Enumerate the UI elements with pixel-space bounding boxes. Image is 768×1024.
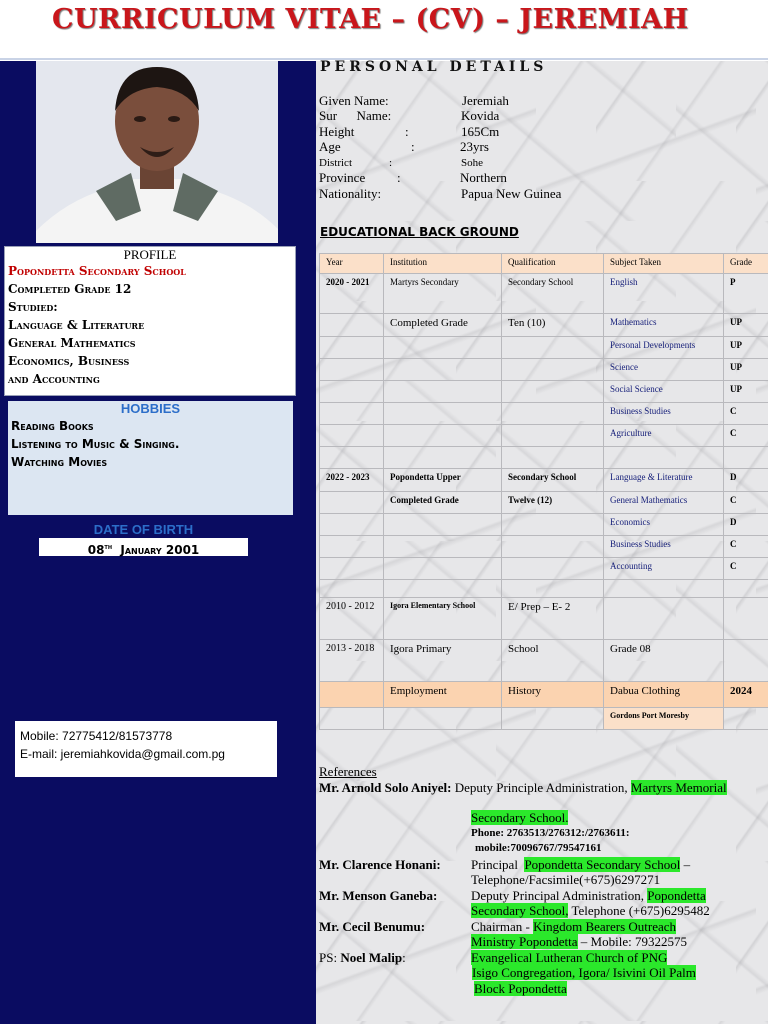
personal-value: Sohe xyxy=(461,157,483,169)
hobby-item: Reading Books xyxy=(11,419,94,433)
profile-school: Popondetta Secondary School xyxy=(8,264,186,278)
grade-cell: C xyxy=(724,492,768,514)
mobile-number: Mobile: 72775412/81573778 xyxy=(20,729,173,743)
personal-value: Kovida xyxy=(461,108,500,123)
reference-name: Mr. Clarence Honani: xyxy=(319,856,441,872)
subject-cell: Mathematics xyxy=(604,314,724,337)
reference-mobile: mobile:70096767/79547161 xyxy=(475,842,602,854)
reference-highlight: Popondetta Secondary School xyxy=(524,856,681,872)
personal-label: Age xyxy=(319,139,341,154)
table-row xyxy=(320,359,768,381)
table-row xyxy=(320,492,768,514)
grade-cell: D xyxy=(724,469,768,492)
qualification-cell xyxy=(502,425,604,447)
reference-name: Noel Malip xyxy=(337,949,403,965)
reference-role: Principal xyxy=(471,856,518,872)
qualification-cell xyxy=(502,381,604,403)
reference-phone: Phone: 2763513/276312:/2763611: xyxy=(471,826,630,839)
qualification-cell: Ten (10) xyxy=(502,314,604,337)
year-cell xyxy=(320,708,384,730)
employment-row xyxy=(320,682,768,708)
grade-cell: D xyxy=(724,514,768,536)
qualification-cell: Secondary School xyxy=(502,469,604,492)
table-row xyxy=(320,536,768,558)
subject-cell: English xyxy=(604,274,724,314)
institution-cell: Completed Grade xyxy=(384,314,502,337)
grade-cell xyxy=(724,580,768,598)
table-row xyxy=(320,314,768,337)
table-row xyxy=(320,598,768,640)
subject-cell: Economics xyxy=(604,514,724,536)
grade-cell: C xyxy=(724,425,768,447)
personal-value: 23yrs xyxy=(460,139,489,154)
subject-cell xyxy=(604,598,724,640)
personal-label: Sur Name: xyxy=(319,108,392,123)
reference-phone: Telephone (+675)6295482 xyxy=(568,903,710,918)
subject-cell: Science xyxy=(604,359,724,381)
qualification-cell: Twelve (12) xyxy=(502,492,604,514)
reference-highlight: Block Popondetta xyxy=(474,980,567,996)
institution-cell: Martyrs Secondary xyxy=(384,274,502,314)
reference-highlight: Evangelical Lutheran Church of PNG xyxy=(471,949,668,965)
institution-cell xyxy=(384,536,502,558)
reference-highlight: Kingdom Bearers Outreach xyxy=(533,918,677,934)
grade-cell: UP xyxy=(724,337,768,359)
employer-location-cell: Gordons Port Moresby xyxy=(604,708,724,730)
dob-rest: January 2001 xyxy=(120,543,200,557)
employer-cell: Dabua Clothing xyxy=(604,682,724,708)
reference-role: Deputy Principal Administration, xyxy=(471,887,644,903)
subject-cell: Business Studies xyxy=(604,536,724,558)
table-row xyxy=(320,381,768,403)
reference-phone: Telephone/Facsimile(+675)6297271 xyxy=(471,872,661,887)
reference-mobile: – Mobile: 79322575 xyxy=(577,934,687,949)
employment-row xyxy=(320,708,768,730)
column-header: Grade xyxy=(724,254,768,274)
qualification-cell xyxy=(502,403,604,425)
personal-sep: : xyxy=(411,139,415,154)
table-row xyxy=(320,447,768,469)
reference-entry xyxy=(319,888,765,904)
profile-photo xyxy=(36,61,278,243)
institution-cell: Igora Elementary School xyxy=(384,598,502,640)
institution-cell xyxy=(384,403,502,425)
reference-detail xyxy=(319,934,765,950)
page-title: CURRICULUM VITAE – (CV) – JEREMIAH xyxy=(52,4,689,35)
grade-cell: P xyxy=(724,274,768,314)
year-cell: 2013 - 2018 xyxy=(320,640,384,682)
reference-highlight: Secondary School. xyxy=(471,810,569,825)
year-cell xyxy=(320,514,384,536)
subject-cell: Agriculture xyxy=(604,425,724,447)
subject-cell: Language & Literature xyxy=(604,469,724,492)
dob-suffix: th xyxy=(104,543,113,551)
table-row xyxy=(320,274,768,314)
reference-name: Mr. Cecil Benumu: xyxy=(319,918,426,934)
subject-cell: Business Studies xyxy=(604,403,724,425)
qualification-cell xyxy=(502,580,604,598)
institution-cell xyxy=(384,514,502,536)
personal-label: Province xyxy=(319,170,366,185)
hobbies-heading: HOBBIES xyxy=(120,401,181,416)
reference-highlight: Martyrs Memorial xyxy=(630,779,727,795)
dob-day: 08 xyxy=(87,543,105,557)
subject-cell: Personal Developments xyxy=(604,337,724,359)
year-cell xyxy=(320,381,384,403)
profile-heading: PROFILE xyxy=(123,247,177,262)
institution-cell xyxy=(384,708,502,730)
institution-cell xyxy=(384,381,502,403)
institution-cell xyxy=(384,359,502,381)
profile-line: Language & Literature xyxy=(8,318,145,332)
profile-line: and Accounting xyxy=(8,372,100,386)
reference-name: Mr. Menson Ganeba: xyxy=(319,887,438,903)
reference-name: Mr. Arnold Solo Aniyel: xyxy=(319,779,452,795)
hobbies-box xyxy=(8,401,293,515)
year-cell xyxy=(320,682,384,708)
qualification-cell xyxy=(502,447,604,469)
dob-value xyxy=(39,538,248,559)
hobby-item: Watching Movies xyxy=(11,455,108,469)
reference-colon: : xyxy=(402,949,406,965)
personal-value: Northern xyxy=(460,170,507,185)
year-cell xyxy=(320,337,384,359)
reference-detail xyxy=(319,903,765,919)
grade-cell xyxy=(724,598,768,640)
year-cell xyxy=(320,314,384,337)
personal-label: Nationality: xyxy=(319,186,382,201)
hobby-item: Listening to Music & Singing. xyxy=(11,437,180,451)
year-cell xyxy=(320,492,384,514)
table-row xyxy=(320,514,768,536)
subject-cell: General Mathematics xyxy=(604,492,724,514)
institution-cell xyxy=(384,447,502,469)
subject-cell xyxy=(604,447,724,469)
institution-cell: Popondetta Upper xyxy=(384,469,502,492)
institution-cell xyxy=(384,337,502,359)
profile-line: Completed Grade 12 xyxy=(8,282,132,296)
table-row xyxy=(320,425,768,447)
date-of-birth-box xyxy=(39,522,248,556)
grade-cell: C xyxy=(724,536,768,558)
year-cell xyxy=(320,558,384,580)
grade-cell xyxy=(724,447,768,469)
references-heading: References xyxy=(319,764,377,779)
personal-value: Papua New Guinea xyxy=(461,186,562,201)
employment-year-cell: 2024 xyxy=(724,682,768,708)
year-cell: 2010 - 2012 xyxy=(320,598,384,640)
year-cell xyxy=(320,403,384,425)
subject-cell xyxy=(604,580,724,598)
qualification-cell xyxy=(502,536,604,558)
personal-details-heading: PERSONAL DETAILS xyxy=(320,59,548,75)
table-row xyxy=(320,403,768,425)
column-header: Subject Taken xyxy=(604,254,724,274)
personal-label: District xyxy=(319,157,352,169)
table-row xyxy=(320,337,768,359)
reference-highlight: Secondary School, xyxy=(471,903,569,918)
qualification-cell xyxy=(502,359,604,381)
qualification-cell: History xyxy=(502,682,604,708)
grade-cell: UP xyxy=(724,381,768,403)
year-cell xyxy=(320,580,384,598)
table-row xyxy=(320,580,768,598)
subject-cell: Social Science xyxy=(604,381,724,403)
header xyxy=(0,0,768,60)
institution-cell: Employment xyxy=(384,682,502,708)
qualification-cell: Secondary School xyxy=(502,274,604,314)
reference-prefix: PS: xyxy=(319,949,338,965)
personal-value: Jeremiah xyxy=(462,93,509,108)
personal-label: Height xyxy=(319,124,355,139)
profile-line: Studied: xyxy=(8,300,58,314)
institution-cell xyxy=(384,425,502,447)
reference-detail xyxy=(319,981,765,997)
left-column xyxy=(0,61,316,1024)
reference-entry xyxy=(319,780,765,796)
reference-dash: – xyxy=(680,856,691,872)
subject-cell: Accounting xyxy=(604,558,724,580)
reference-detail xyxy=(319,965,765,981)
grade-cell xyxy=(724,640,768,682)
references-section xyxy=(319,764,765,996)
reference-detail xyxy=(319,810,765,826)
table-header-row xyxy=(320,254,768,274)
reference-role: Deputy Principle Administration, xyxy=(454,779,628,795)
year-cell xyxy=(320,447,384,469)
personal-sep: : xyxy=(389,157,393,169)
reference-entry xyxy=(319,857,765,873)
grade-cell: C xyxy=(724,403,768,425)
qualification-cell xyxy=(502,514,604,536)
qualification-cell: School xyxy=(502,640,604,682)
person-photo-icon xyxy=(36,61,278,243)
reference-highlight: Ministry Popondetta xyxy=(471,934,578,949)
institution-cell xyxy=(384,558,502,580)
personal-label: Given Name: xyxy=(319,93,389,108)
column-header: Qualification xyxy=(502,254,604,274)
institution-cell: Igora Primary xyxy=(384,640,502,682)
year-cell xyxy=(320,425,384,447)
reference-entry xyxy=(319,950,765,966)
table-row xyxy=(320,469,768,492)
reference-role: Chairman - xyxy=(471,918,530,934)
personal-sep: : xyxy=(397,170,401,185)
year-cell: 2022 - 2023 xyxy=(320,469,384,492)
table-row xyxy=(320,640,768,682)
qualification-cell xyxy=(502,708,604,730)
right-column xyxy=(316,61,768,1024)
grade-cell: C xyxy=(724,558,768,580)
email-address: E-mail: jeremiahkovida@gmail.com.pg xyxy=(20,747,225,761)
education-table xyxy=(319,253,768,730)
qualification-cell xyxy=(502,337,604,359)
personal-sep: : xyxy=(405,124,409,139)
contact-box xyxy=(15,721,277,777)
institution-cell: Completed Grade xyxy=(384,492,502,514)
education-heading: EDUCATIONAL BACK GROUND xyxy=(320,225,519,239)
year-cell xyxy=(320,359,384,381)
column-header: Year xyxy=(320,254,384,274)
personal-value: 165Cm xyxy=(461,124,500,139)
reference-entry xyxy=(319,919,765,935)
profile-line: Economics, Business xyxy=(8,354,130,368)
institution-cell xyxy=(384,580,502,598)
reference-highlight: Popondetta xyxy=(647,887,706,903)
grade-cell: UP xyxy=(724,359,768,381)
column-header: Institution xyxy=(384,254,502,274)
subject-cell: Grade 08 xyxy=(604,640,724,682)
grade-cell xyxy=(724,708,768,730)
profile-line: General Mathematics xyxy=(8,336,136,350)
reference-highlight: Isigo Congregation, Igora/ Isivini Oil Palm xyxy=(472,965,696,980)
year-cell xyxy=(320,536,384,558)
qualification-cell: E/ Prep – E- 2 xyxy=(502,598,604,640)
grade-cell: UP xyxy=(724,314,768,337)
profile-box xyxy=(4,246,296,396)
dob-heading: DATE OF BIRTH xyxy=(39,522,248,538)
year-cell: 2020 - 2021 xyxy=(320,274,384,314)
table-row xyxy=(320,558,768,580)
qualification-cell xyxy=(502,558,604,580)
